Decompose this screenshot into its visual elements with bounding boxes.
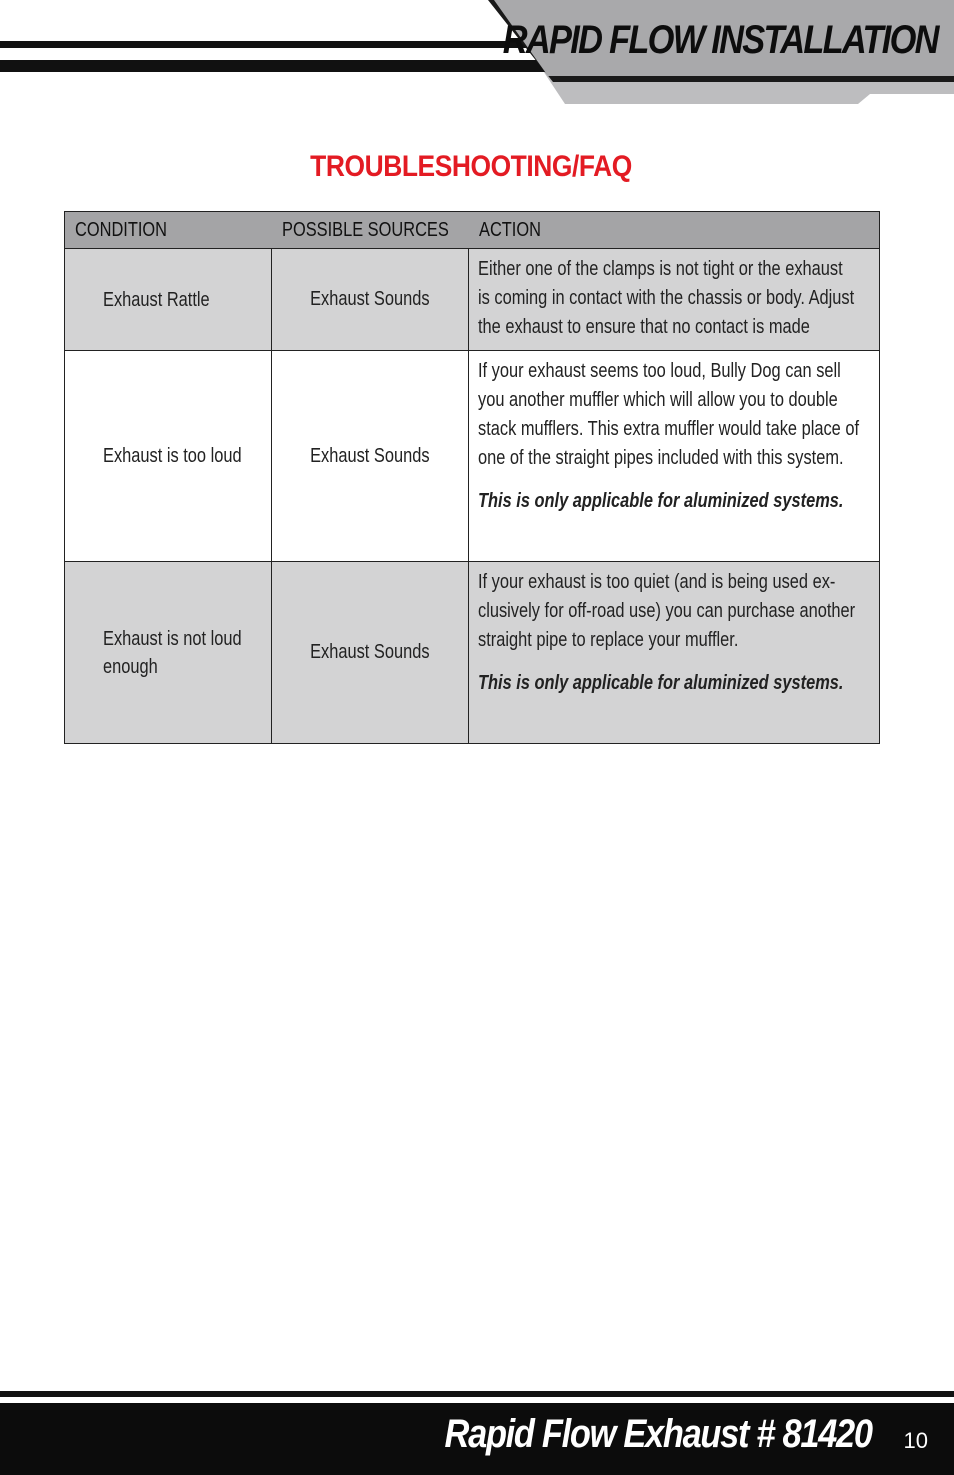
action-cell: If your exhaust seems too loud, Bully Dog can sell you another muffler which will allow you to double stack mufflers. This extra muffler would take place of one of the straight pipes included with this system. This is only applicable for aluminized systems.: [469, 351, 880, 562]
column-header-sources: POSSIBLE SOURCES: [272, 212, 469, 249]
header-title: RAPID FLOW INSTALLATION: [503, 18, 938, 62]
footer-divider: [0, 1391, 954, 1397]
page-number: 10: [903, 1428, 928, 1453]
table-row: [65, 249, 880, 351]
action-cell: If your exhaust is too quiet (and is being used ex- clusively for off-road use) you can purchase another straight pipe to replace your muffler. This is only applicable for aluminized systems.: [469, 562, 880, 744]
source-cell: Exhaust Sounds: [272, 351, 469, 562]
column-header-action: ACTION: [469, 212, 880, 249]
page-header: [0, 0, 954, 110]
condition-cell: Exhaust is not loud enough: [65, 562, 272, 744]
action-note: This is only applicable for aluminized systems.: [478, 672, 844, 694]
action-cell: Either one of the clamps is not tight or the exhaust is coming in contact with the chassis or body. Adjust the exhaust to ensure that no contact is made: [469, 249, 880, 351]
action-note: This is only applicable for aluminized systems.: [478, 490, 844, 512]
footer-title: Rapid Flow Exhaust # 81420: [444, 1412, 872, 1456]
section-title: TROUBLESHOOTING/FAQ: [310, 150, 632, 183]
condition-cell: Exhaust is too loud: [65, 351, 272, 562]
table-row: [65, 562, 880, 744]
condition-cell: Exhaust Rattle: [65, 249, 272, 351]
column-header-condition: CONDITION: [65, 212, 272, 249]
source-cell: Exhaust Sounds: [272, 562, 469, 744]
table-header-row: [65, 212, 880, 249]
table-row: [65, 351, 880, 562]
troubleshooting-table: [64, 211, 880, 744]
source-cell: Exhaust Sounds: [272, 249, 469, 351]
